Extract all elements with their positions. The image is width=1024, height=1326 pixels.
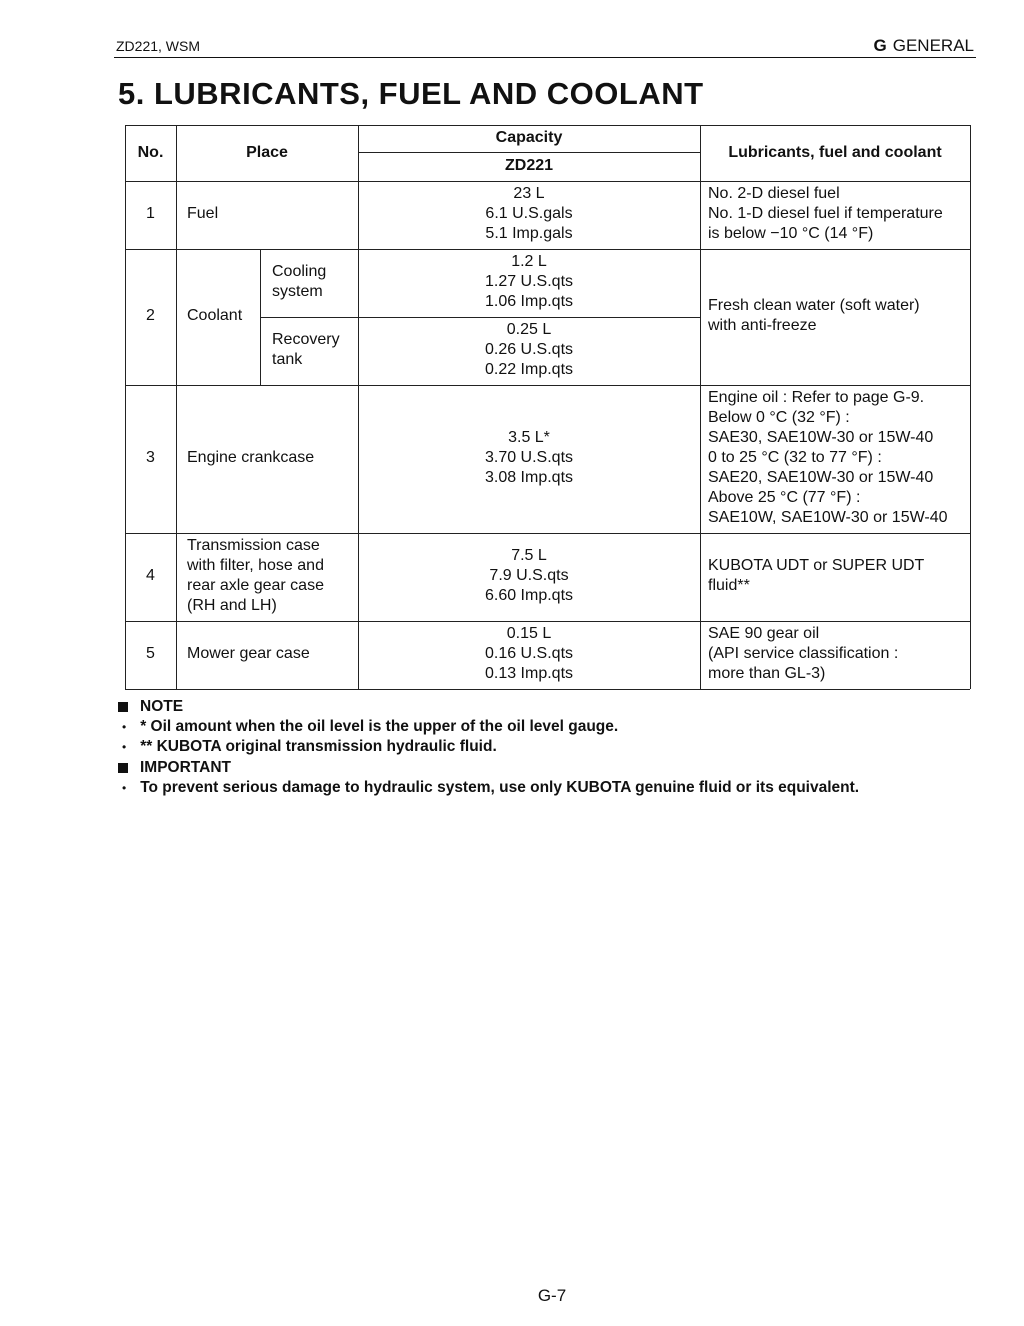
row-3-capacity <box>358 428 700 488</box>
lubricant-line: No. 1-D diesel fuel if temperature <box>708 205 943 222</box>
table-border-top <box>125 125 970 126</box>
place-line: Transmission case <box>187 537 320 554</box>
lubricant-line: 0 to 25 °C (32 to 77 °F) : <box>708 449 882 466</box>
capacity-line: 1.2 L <box>511 253 547 270</box>
row-4-no: 4 <box>146 567 155 584</box>
header-no: No. <box>137 144 164 161</box>
lubricant-line: No. 2-D diesel fuel <box>708 185 840 202</box>
important-text: To prevent serious damage to hydraulic system, use only KUBOTA genuine fluid or its equivalent. <box>140 779 860 796</box>
sub-name-line: Cooling <box>272 263 327 280</box>
capacity-line: 0.22 Imp.qts <box>484 361 574 378</box>
table-border-right <box>970 125 971 689</box>
lubricant-line: Engine oil : Refer to page G-9. <box>708 389 925 406</box>
row-5-place: Mower gear case <box>187 645 310 662</box>
lubricant-line: with anti-freeze <box>708 317 817 334</box>
capacity-line: 1.06 Imp.qts <box>484 293 574 310</box>
row-2-place: Coolant <box>187 307 243 324</box>
lubricant-line: Below 0 °C (32 °F) : <box>708 409 850 426</box>
row-1-place: Fuel <box>187 205 219 222</box>
row-3-lubricant <box>708 388 948 528</box>
row-2-sub-2-name <box>272 330 340 370</box>
header-model: ZD221 <box>504 157 554 174</box>
row-2-sub-2-capacity <box>358 320 700 380</box>
note-item <box>122 717 998 737</box>
lubricant-line: is below −10 °C (14 °F) <box>708 225 874 242</box>
important-item <box>122 778 998 798</box>
sub-name-line: tank <box>272 351 303 368</box>
capacity-line: 6.1 U.S.gals <box>485 205 573 222</box>
row-2-sub-1-name <box>272 262 326 302</box>
row-1-no: 1 <box>146 205 155 222</box>
lubricant-line: (API service classification : <box>708 645 899 662</box>
lubricant-line: SAE 90 gear oil <box>708 625 820 642</box>
place-line: (RH and LH) <box>187 597 277 614</box>
lubricant-line: SAE30, SAE10W-30 or 15W-40 <box>708 429 934 446</box>
lubricant-line: Above 25 °C (77 °F) : <box>708 489 861 506</box>
capacity-line: 3.70 U.S.qts <box>484 449 574 466</box>
row-3-no: 3 <box>146 449 155 466</box>
header-capacity: Capacity <box>495 129 563 146</box>
header-place: Place <box>246 144 288 161</box>
bullet-dot-icon: • <box>122 781 127 795</box>
header-doc-id: ZD221, WSM <box>116 38 201 54</box>
lubricant-line: SAE10W, SAE10W-30 or 15W-40 <box>708 509 948 526</box>
table-rule <box>260 249 261 385</box>
header-section <box>874 36 974 56</box>
lubricant-line: Fresh clean water (soft water) <box>708 297 920 314</box>
row-4-place <box>187 536 324 616</box>
table-rule <box>125 249 970 250</box>
table-border-bottom <box>125 689 970 690</box>
sub-name-line: Recovery <box>272 331 340 348</box>
capacity-line: 1.27 U.S.qts <box>484 273 574 290</box>
table-rule <box>125 385 970 386</box>
table-rule <box>176 125 177 689</box>
sub-name-line: system <box>272 283 323 300</box>
note-heading <box>118 696 998 717</box>
lubricant-line: SAE20, SAE10W-30 or 15W-40 <box>708 469 934 486</box>
important-heading <box>118 757 998 778</box>
section-name: GENERAL <box>892 36 974 55</box>
place-line: with filter, hose and <box>187 557 324 574</box>
capacity-line: 3.5 L* <box>508 429 550 446</box>
table-rule <box>125 533 970 534</box>
section-letter: G <box>873 36 887 55</box>
note-text: ** KUBOTA original transmission hydraulic fluid. <box>140 738 497 755</box>
capacity-line: 5.1 Imp.gals <box>485 225 573 242</box>
page-title: 5. LUBRICANTS, FUEL AND COOLANT <box>118 76 704 111</box>
row-5-lubricant <box>708 624 898 684</box>
table-rule <box>260 317 700 318</box>
note-text: * Oil amount when the oil level is the upper of the oil level gauge. <box>140 718 619 735</box>
capacity-line: 7.9 U.S.qts <box>489 567 569 584</box>
row-2-sub-1-capacity <box>358 252 700 312</box>
important-label: IMPORTANT <box>140 758 231 776</box>
row-2-lubricant <box>708 296 920 336</box>
note-label: NOTE <box>140 697 184 715</box>
capacity-line: 0.26 U.S.qts <box>484 341 574 358</box>
place-line: rear axle gear case <box>187 577 324 594</box>
square-bullet-icon <box>118 702 128 712</box>
header-rule <box>114 57 976 58</box>
row-4-capacity <box>358 546 700 606</box>
table-rule <box>125 181 970 182</box>
capacity-line: 0.15 L <box>506 625 552 642</box>
capacity-line: 6.60 Imp.qts <box>484 587 574 604</box>
lubricant-line: more than GL-3) <box>708 665 826 682</box>
row-2-no: 2 <box>146 307 155 324</box>
capacity-line: 0.25 L <box>506 321 552 338</box>
capacity-line: 3.08 Imp.qts <box>484 469 574 486</box>
row-5-capacity <box>358 624 700 684</box>
capacity-line: 0.16 U.S.qts <box>484 645 574 662</box>
capacity-line: 7.5 L <box>511 547 547 564</box>
row-5-no: 5 <box>146 645 155 662</box>
table-rule <box>700 125 701 689</box>
row-3-place: Engine crankcase <box>187 449 315 466</box>
row-1-capacity <box>358 184 700 244</box>
page-number: G-7 <box>537 1286 567 1305</box>
row-1-lubricant <box>708 184 943 244</box>
header-lubricants: Lubricants, fuel and coolant <box>728 144 942 161</box>
table-rule <box>358 152 700 153</box>
capacity-line: 23 L <box>513 185 545 202</box>
bullet-dot-icon: • <box>122 720 127 734</box>
notes-section <box>118 696 998 798</box>
square-bullet-icon <box>118 763 128 773</box>
row-4-lubricant <box>708 556 924 596</box>
lubricant-line: fluid** <box>708 577 750 594</box>
bullet-dot-icon: • <box>122 740 127 754</box>
capacity-line: 0.13 Imp.qts <box>484 665 574 682</box>
table-rule <box>125 621 970 622</box>
lubricant-line: KUBOTA UDT or SUPER UDT <box>708 557 925 574</box>
note-item <box>122 737 998 757</box>
